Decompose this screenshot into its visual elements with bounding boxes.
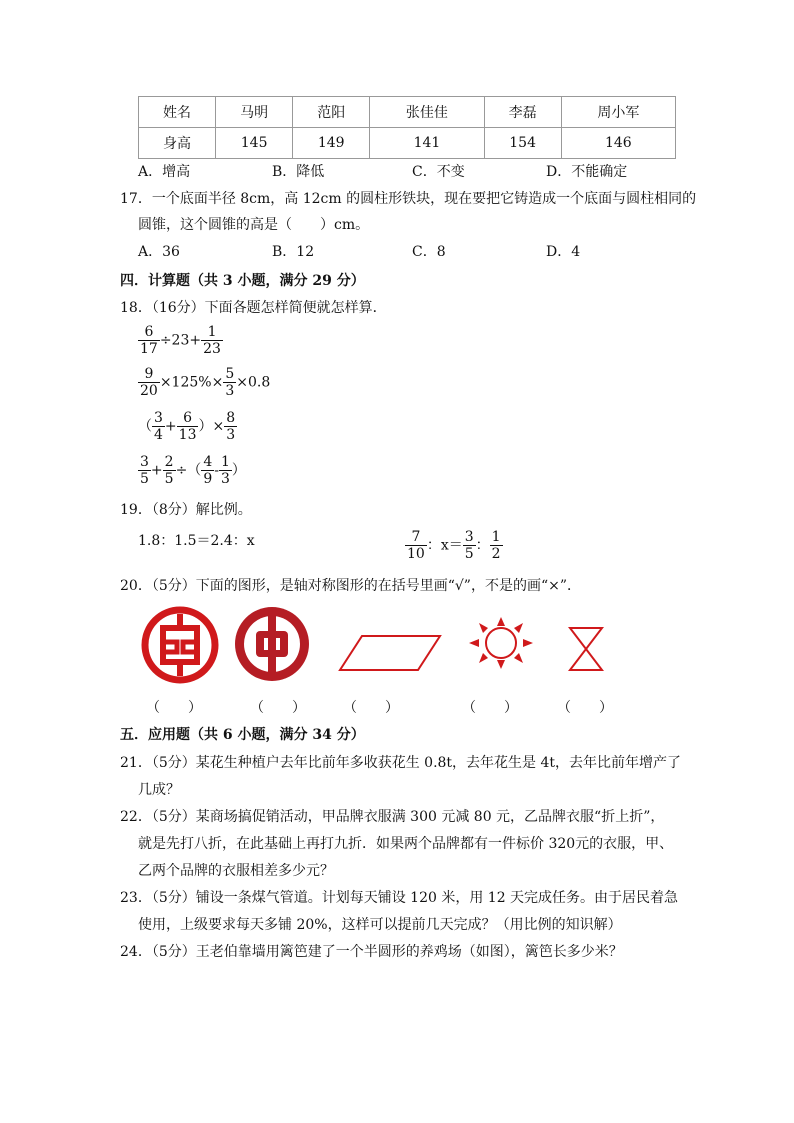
- q20-title: 20．（5分）下面的图形，是轴对称图形的在括号里画“√”，不是的画“×”．: [120, 578, 582, 594]
- height-table: [138, 96, 676, 159]
- boc-logo-icon: [234, 606, 310, 682]
- numerator: 6: [177, 410, 199, 427]
- operator: ×0.8: [236, 374, 271, 391]
- denominator: 3: [226, 427, 236, 443]
- q19-proportion-1: 1.8：1.5＝2.4：x: [138, 533, 255, 549]
- numerator: 9: [138, 366, 160, 383]
- table-row: [139, 97, 676, 128]
- numerator: 8: [226, 410, 236, 426]
- operator: （: [138, 418, 152, 435]
- table-cell: 周小军: [561, 97, 675, 128]
- operator: ：: [475, 537, 490, 554]
- numerator: 3: [154, 410, 163, 426]
- fraction: [224, 410, 237, 443]
- denominator: 3: [225, 383, 235, 399]
- answer-bracket-4[interactable]: （ ）: [462, 700, 518, 716]
- denominator: 10: [407, 546, 425, 562]
- hourglass-icon: [568, 626, 604, 672]
- fraction: [463, 529, 476, 562]
- answer-bracket-3[interactable]: （ ）: [343, 700, 399, 716]
- operator: ：x＝: [426, 537, 463, 554]
- operator: +: [164, 418, 177, 435]
- table-cell: 范阳: [293, 97, 370, 128]
- fraction: [152, 410, 165, 443]
- denominator: 23: [203, 341, 221, 357]
- numerator: 7: [405, 529, 427, 546]
- numerator: 5: [225, 366, 235, 382]
- numerator: 1: [491, 529, 501, 545]
- q22-text-line3: 乙两个品牌的衣服相差多少元？: [138, 863, 334, 879]
- q18-expression-2: [138, 366, 270, 399]
- fraction: [219, 454, 232, 487]
- q17-text-line1: 17．一个底面半径 8cm，高 12cm 的圆柱形铁块，现在要把它铸造成一个底面与圆柱相同的: [120, 191, 697, 207]
- q23-text-line1: 23．（5分）铺设一条煤气管道。计划每天铺设 120 米，用 12 天完成任务。由于居民着急: [120, 890, 679, 906]
- q23-text-line2: 使用，上级要求每天多铺 20%，这样可以提前几天完成？（用比例的知识解）: [138, 917, 622, 933]
- fraction: [138, 324, 160, 357]
- q21-text-line1: 21．（5分）某花生种植户去年比前年多收获花生 0.8t，去年花生是 4t，去年比前年增产了: [120, 755, 682, 771]
- denominator: 20: [140, 383, 158, 399]
- section-5-heading: 五．应用题（共 6 小题，满分 34 分）: [120, 727, 365, 743]
- q22-text-line2: 就是先打八折，在此基础上再打九折．如果两个品牌都有一件标价 320元的衣服，甲、: [138, 836, 674, 852]
- fraction: [138, 366, 160, 399]
- numerator: 3: [464, 529, 474, 545]
- q21-text-line2: 几成？: [138, 782, 180, 798]
- numerator: 6: [138, 324, 160, 341]
- operator: +: [150, 462, 163, 479]
- denominator: 9: [203, 471, 213, 487]
- fraction: [201, 454, 214, 487]
- table-cell: 146: [561, 128, 675, 159]
- q18-expression-4: [138, 454, 246, 487]
- table-cell: 李磊: [484, 97, 561, 128]
- table-cell: 141: [370, 128, 484, 159]
- q17-option-a[interactable]: A．36: [138, 244, 180, 260]
- q22-text-line1: 22．（5分）某商场搞促销活动，甲品牌衣服满 300 元减 80 元，乙品牌衣服“折上折”，: [120, 809, 665, 825]
- table-cell: 149: [293, 128, 370, 159]
- table-cell: 姓名: [139, 97, 216, 128]
- numerator: 1: [220, 454, 230, 470]
- operator: ÷（: [175, 462, 202, 479]
- denominator: 5: [464, 546, 474, 562]
- q18-title: 18．（16分）下面各题怎样简便就怎样算．: [120, 300, 387, 316]
- table-cell: 154: [484, 128, 561, 159]
- table-row: [139, 128, 676, 159]
- numerator: 1: [201, 324, 223, 341]
- operator: ）: [231, 462, 246, 479]
- icbc-logo-icon: [141, 606, 219, 684]
- q18-expression-1: [138, 324, 223, 357]
- answer-bracket-1[interactable]: （ ）: [146, 700, 202, 716]
- q17-option-b[interactable]: B．12: [272, 244, 315, 260]
- table-cell: 145: [216, 128, 293, 159]
- q16-option-d[interactable]: D．不能确定: [546, 164, 628, 180]
- table-cell: 身高: [139, 128, 216, 159]
- denominator: 17: [140, 341, 158, 357]
- section-4-heading: 四．计算题（共 3 小题，满分 29 分）: [120, 273, 365, 289]
- denominator: 5: [164, 471, 174, 487]
- operator: ）×: [198, 418, 225, 435]
- denominator: 13: [178, 427, 197, 443]
- q24-text-line1: 24．（5分）王老伯靠墙用篱笆建了一个半圆形的养鸡场（如图），篱笆长多少米？: [120, 944, 623, 960]
- q18-expression-3: [138, 410, 237, 443]
- numerator: 2: [164, 454, 174, 470]
- parallelogram-icon: [338, 634, 442, 672]
- q19-proportion-2: [405, 529, 503, 562]
- denominator: 2: [491, 546, 501, 562]
- q19-title: 19．（8分）解比例。: [120, 502, 252, 518]
- operator: ×125%×: [159, 374, 224, 391]
- operator: ÷23+: [159, 332, 202, 349]
- fraction: [163, 454, 176, 487]
- operator: -: [214, 462, 219, 479]
- answer-bracket-2[interactable]: （ ）: [250, 700, 306, 716]
- denominator: 5: [140, 471, 149, 487]
- q17-option-d[interactable]: D．4: [546, 244, 581, 260]
- table-cell: 马明: [216, 97, 293, 128]
- q17-option-c[interactable]: C．8: [412, 244, 446, 260]
- q16-option-c[interactable]: C．不变: [412, 164, 465, 180]
- numerator: 3: [140, 454, 149, 470]
- q16-option-b[interactable]: B．降低: [272, 164, 325, 180]
- fraction: [490, 529, 503, 562]
- fraction: [177, 410, 199, 443]
- fraction: [201, 324, 223, 357]
- fraction: [223, 366, 236, 399]
- q17-text-line2: 圆锥，这个圆锥的高是（ ）cm。: [138, 217, 370, 233]
- sun-icon: [467, 615, 535, 671]
- denominator: 3: [220, 471, 230, 487]
- fraction: [138, 454, 151, 487]
- denominator: 4: [154, 427, 163, 443]
- q16-option-a[interactable]: A．增高: [138, 164, 191, 180]
- numerator: 4: [203, 454, 213, 470]
- fraction: [405, 529, 427, 562]
- answer-bracket-5[interactable]: （ ）: [557, 700, 613, 716]
- table-cell: 张佳佳: [370, 97, 484, 128]
